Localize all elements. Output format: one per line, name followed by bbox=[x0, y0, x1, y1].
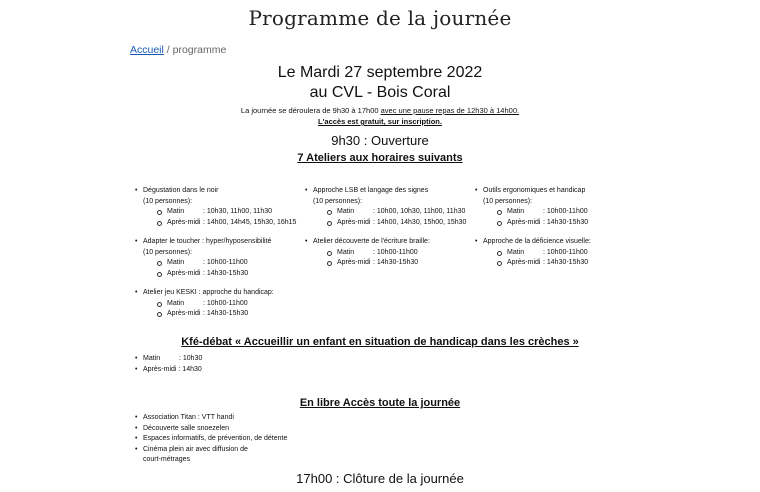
ateliers-column-3 bbox=[475, 186, 635, 278]
session-afternoon: Après-midi : 14h00, 14h45, 15h30, 16h15 bbox=[157, 218, 305, 229]
atelier-braille bbox=[305, 237, 475, 269]
place-heading: au CVL - Bois Coral bbox=[309, 84, 451, 101]
libre-acces-list bbox=[135, 413, 305, 466]
atelier-name: • Atelier jeu KESKI : approche du handicap: bbox=[143, 289, 274, 296]
atelier-name: • Adapter le toucher : hyper/hyposensibilité bbox=[143, 238, 272, 245]
atelier-name: • Atelier découverte de l'écriture braille: bbox=[313, 238, 430, 245]
ateliers-heading: 7 Ateliers aux horaires suivants bbox=[297, 152, 463, 164]
intro-lunch-break: avec une pause repas de 12h30 à 14h00. bbox=[380, 106, 520, 115]
closing-heading: 17h00 : Clôture de la journée bbox=[296, 471, 464, 486]
atelier-name: • Dégustation dans le noir bbox=[143, 187, 219, 194]
session-afternoon: Après-midi : 14h30-15h30 bbox=[327, 258, 475, 269]
atelier-name: • Outils ergonomiques et handicap bbox=[483, 187, 586, 194]
atelier-name: • Approche LSB et langage des signes bbox=[313, 187, 429, 194]
breadcrumb-current: programme bbox=[172, 44, 227, 56]
atelier-ergonomie bbox=[475, 186, 635, 228]
opening-heading: 9h30 : Ouverture bbox=[331, 133, 429, 148]
kfe-sessions bbox=[135, 353, 202, 375]
free-access-note: L'accès est gratuit, sur inscription. bbox=[318, 117, 442, 126]
libre-item: • Cinéma plein air avec diffusion de court-métrages bbox=[135, 445, 263, 466]
kfe-debat-heading: Kfé-débat « Accueillir un enfant en situation de handicap dans les crèches » bbox=[181, 336, 579, 348]
ateliers-column-2 bbox=[305, 186, 475, 278]
session-morning: Matin : 10h00-11h00 bbox=[157, 258, 305, 269]
libre-item: • Espaces informatifs, de prévention, de détente bbox=[135, 434, 305, 445]
date-heading: Le Mardi 27 septembre 2022 bbox=[277, 64, 483, 81]
atelier-keski bbox=[135, 288, 305, 320]
kfe-session-morning: • Matin : 10h30 bbox=[135, 353, 202, 364]
session-afternoon: Après-midi : 14h30-15h30 bbox=[157, 269, 305, 280]
breadcrumb-separator: / bbox=[166, 44, 170, 56]
atelier-toucher bbox=[135, 237, 305, 279]
page-title: Programme de la journée bbox=[248, 6, 512, 30]
libre-item: • Découverte salle snoezelen bbox=[135, 424, 305, 435]
session-morning: Matin : 10h30, 11h00, 11h30 bbox=[157, 207, 305, 218]
atelier-capacity: (10 personnes): bbox=[143, 248, 193, 256]
intro-text bbox=[0, 106, 760, 115]
session-afternoon: Après-midi : 14h30-15h30 bbox=[157, 309, 305, 320]
session-morning: Matin : 10h00-11h00 bbox=[497, 207, 635, 218]
kfe-session-afternoon: • Après-midi : 14h30 bbox=[135, 364, 202, 375]
breadcrumb bbox=[130, 44, 226, 56]
atelier-deficience-visuelle bbox=[475, 237, 635, 269]
atelier-name: • Approche de la déficience visuelle: bbox=[483, 238, 591, 245]
session-morning: Matin : 10h00-11h00 bbox=[157, 299, 305, 310]
libre-item: • Association Titan : VTT handi bbox=[135, 413, 305, 424]
session-afternoon: Après-midi : 14h00, 14h30, 15h00, 15h30 bbox=[327, 218, 475, 229]
atelier-capacity: (10 personnes): bbox=[143, 197, 193, 205]
atelier-degustation bbox=[135, 186, 305, 228]
atelier-lsb bbox=[305, 186, 475, 228]
libre-acces-heading: En libre Accès toute la journée bbox=[299, 397, 461, 409]
session-afternoon: Après-midi : 14h30-15h30 bbox=[497, 218, 635, 229]
atelier-capacity: (10 personnes): bbox=[483, 197, 533, 205]
session-morning: Matin : 10h00-11h00 bbox=[327, 248, 475, 259]
atelier-capacity: (10 personnes): bbox=[313, 197, 363, 205]
session-afternoon: Après-midi : 14h30-15h30 bbox=[497, 258, 635, 269]
breadcrumb-home-link[interactable]: Accueil bbox=[130, 44, 164, 56]
intro-plain: La journée se déroulera de 9h30 à 17h00 bbox=[240, 106, 381, 115]
session-morning: Matin : 10h00, 10h30, 11h00, 11h30 bbox=[327, 207, 475, 218]
session-morning: Matin : 10h00-11h00 bbox=[497, 248, 635, 259]
ateliers-column-1 bbox=[135, 186, 305, 329]
